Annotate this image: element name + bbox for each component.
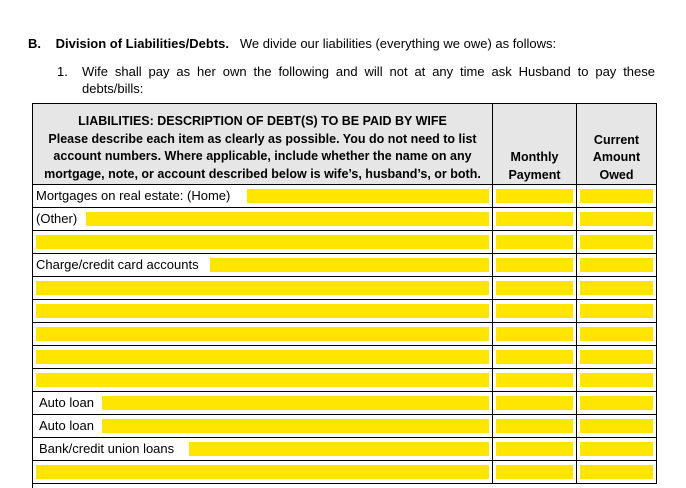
row-label: Bank/credit union loans — [39, 441, 175, 456]
description-input-field[interactable] — [247, 189, 489, 203]
current-amount-owed-input[interactable] — [580, 465, 653, 479]
monthly-payment-input[interactable] — [496, 281, 573, 295]
monthly-payment-input[interactable] — [496, 373, 573, 387]
current-amount-owed-cell — [577, 277, 657, 299]
liabilities-table — [32, 103, 657, 488]
section-intro: We divide our liabilities (everything we owe) as follows: — [239, 36, 557, 51]
table-row — [33, 369, 657, 392]
monthly-payment-cell — [493, 277, 577, 299]
header-current-amount-owed — [577, 104, 657, 185]
header-current-line3: Owed — [599, 167, 634, 182]
current-amount-owed-cell — [577, 300, 657, 322]
table-row — [33, 438, 657, 461]
description-cell — [33, 461, 493, 483]
description-cell — [33, 415, 493, 437]
monthly-payment-cell — [493, 415, 577, 437]
table-row — [33, 392, 657, 415]
header-line4: mortgage, note, or account described below is wife’s, husband’s, or both. — [44, 166, 481, 181]
monthly-payment-input[interactable] — [496, 327, 573, 341]
current-amount-owed-cell — [577, 438, 657, 460]
description-cell — [33, 346, 493, 368]
current-amount-owed-cell — [577, 254, 657, 276]
monthly-payment-cell — [493, 185, 577, 207]
current-amount-owed-cell — [577, 231, 657, 253]
item-number: 1. — [57, 64, 68, 79]
monthly-payment-cell — [493, 231, 577, 253]
current-amount-owed-input[interactable] — [580, 304, 653, 318]
description-cell — [33, 208, 493, 230]
table-row — [33, 323, 657, 346]
section-letter: B. — [28, 36, 41, 51]
table-row — [33, 346, 657, 369]
row-label: Auto loan — [39, 395, 94, 410]
monthly-payment-cell — [493, 300, 577, 322]
row-label: (Other) — [36, 211, 78, 226]
row-label: Mortgages on real estate: (Home) — [36, 188, 231, 203]
header-monthly-line2: Payment — [508, 167, 561, 182]
row-label: Auto loan — [39, 418, 94, 433]
current-amount-owed-input[interactable] — [580, 442, 653, 456]
description-cell — [33, 277, 493, 299]
item-text-line2: debts/bills: — [82, 81, 144, 96]
current-amount-owed-cell — [577, 461, 657, 483]
current-amount-owed-input[interactable] — [580, 189, 653, 203]
header-title: LIABILITIES: DESCRIPTION OF DEBT(S) TO BE PAID BY WIFE — [78, 114, 447, 128]
item-text-line1: Wife shall pay as her own the following and will not at any time ask Husband to pay these — [82, 64, 655, 79]
row-label: Charge/credit card accounts — [36, 257, 199, 272]
current-amount-owed-cell — [577, 415, 657, 437]
table-row — [33, 277, 657, 300]
section-b-line — [28, 36, 556, 51]
description-input-field[interactable] — [36, 373, 489, 387]
table-row — [33, 300, 657, 323]
description-input-field[interactable] — [36, 327, 489, 341]
header-line3: account numbers. Where applicable, include whether the name on any — [53, 149, 472, 163]
monthly-payment-cell — [493, 392, 577, 414]
monthly-payment-input[interactable] — [496, 258, 573, 272]
monthly-payment-cell — [493, 369, 577, 391]
monthly-payment-input[interactable] — [496, 212, 573, 226]
section-heading: Division of Liabilities/Debts. — [55, 36, 229, 51]
current-amount-owed-input[interactable] — [580, 396, 653, 410]
monthly-payment-cell — [493, 208, 577, 230]
current-amount-owed-cell — [577, 369, 657, 391]
current-amount-owed-input[interactable] — [580, 419, 653, 433]
monthly-payment-input[interactable] — [496, 189, 573, 203]
table-row — [33, 254, 657, 277]
table-row — [33, 185, 657, 208]
monthly-payment-cell — [493, 254, 577, 276]
description-input-field[interactable] — [86, 212, 489, 226]
table-row — [33, 208, 657, 231]
monthly-payment-input[interactable] — [496, 304, 573, 318]
description-input-field[interactable] — [36, 235, 489, 249]
description-cell — [33, 185, 493, 207]
header-description — [33, 104, 493, 185]
header-current-line1: Current — [593, 132, 640, 147]
current-amount-owed-input[interactable] — [580, 235, 653, 249]
description-input-field[interactable] — [102, 396, 489, 410]
description-input-field[interactable] — [36, 465, 489, 479]
current-amount-owed-cell — [577, 346, 657, 368]
current-amount-owed-input[interactable] — [580, 350, 653, 364]
description-cell — [33, 231, 493, 253]
description-input-field[interactable] — [210, 258, 489, 272]
table-row — [33, 461, 657, 484]
monthly-payment-cell — [493, 323, 577, 345]
description-input-field[interactable] — [36, 281, 489, 295]
table-row — [33, 231, 657, 254]
description-cell — [33, 323, 493, 345]
current-amount-owed-input[interactable] — [580, 258, 653, 272]
monthly-payment-input[interactable] — [496, 465, 573, 479]
monthly-payment-cell — [493, 461, 577, 483]
current-amount-owed-input[interactable] — [580, 212, 653, 226]
monthly-payment-input[interactable] — [496, 350, 573, 364]
monthly-payment-cell — [493, 346, 577, 368]
header-monthly-line1: Monthly — [510, 150, 559, 164]
current-amount-owed-cell — [577, 323, 657, 345]
monthly-payment-input[interactable] — [496, 419, 573, 433]
header-line2: Please describe each item as clearly as possible. You do not need to list — [48, 131, 477, 146]
monthly-payment-cell — [493, 438, 577, 460]
description-cell — [33, 392, 493, 414]
header-monthly-payment — [493, 104, 577, 185]
header-current-line2: Amount — [592, 150, 641, 164]
current-amount-owed-cell — [577, 185, 657, 207]
description-input-field[interactable] — [36, 350, 489, 364]
description-cell — [33, 300, 493, 322]
monthly-payment-input[interactable] — [496, 396, 573, 410]
current-amount-owed-input[interactable] — [580, 281, 653, 295]
table-row — [33, 415, 657, 438]
description-input-field[interactable] — [36, 304, 489, 318]
description-cell — [33, 369, 493, 391]
current-amount-owed-input[interactable] — [580, 327, 653, 341]
description-cell — [33, 438, 493, 460]
current-amount-owed-input[interactable] — [580, 373, 653, 387]
monthly-payment-input[interactable] — [496, 442, 573, 456]
description-input-field[interactable] — [102, 419, 489, 433]
description-cell — [33, 254, 493, 276]
monthly-payment-input[interactable] — [496, 235, 573, 249]
current-amount-owed-cell — [577, 392, 657, 414]
current-amount-owed-cell — [577, 208, 657, 230]
description-input-field[interactable] — [189, 442, 489, 456]
